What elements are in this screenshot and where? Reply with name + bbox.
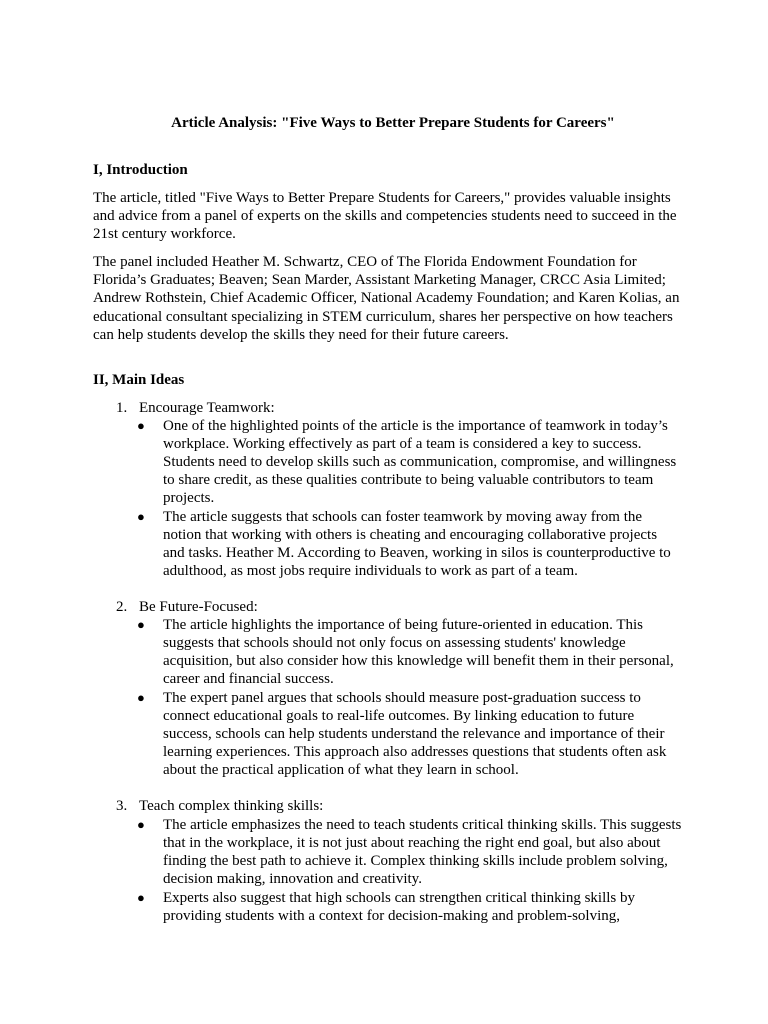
bullet-icon: ● [137,418,145,433]
intro-paragraph-2: The panel included Heather M. Schwartz, CEO of The Florida Endowment Foundation for Florida’s Graduates; Beaven; Sean Marder, Assistant Marketing Manager, CRCC Asia Limited; Andrew Rothstein, Chief Academic Officer, National Academy Foundation; and Karen Kolias, an educational consultant specializing in STEM curriculum, shares her perspective on how teachers can help students develop the skills they need for their future careers. [93,254,680,343]
list-item-2-text: Be Future-Focused: [139,599,258,615]
list-item-3-bullet-1 [137,816,682,888]
list-item-3-bullet-2 [137,889,682,925]
list-item-1-bullet-2 [137,508,682,580]
intro-paragraph-1: The article, titled "Five Ways to Better Prepare Students for Careers," provides valuable insights and advice from a panel of experts on the skills and competencies students need to succeed in the 21st century workforce. [93,190,677,243]
bullet-icon: ● [137,690,145,705]
list-item-2-bullet-2 [137,689,682,779]
heading-introduction: I, Introduction [93,162,188,178]
list-item-2-number: 2. [116,599,128,615]
heading-main-ideas: II, Main Ideas [93,372,185,388]
list-item-1-text: Encourage Teamwork: [139,400,275,416]
bullet-text: The article emphasizes the need to teach students critical thinking skills. This suggests that in the workplace, it is not just about reaching the right end goal, but also about finding the best path to achieve it. Complex thinking skills include problem solving, decision making, innovation and creativity. [163,817,682,887]
bullet-icon: ● [137,890,145,905]
list-item-2-label [116,598,258,616]
bullet-text: The expert panel argues that schools should measure post-graduation success to connect educational goals to real-life outcomes. By linking education to future success, schools can help students understand the relevance and importance of their learning experiences. This approach also addresses questions that students often ask about the practical application of what they learn in school. [163,690,667,778]
bullet-text: One of the highlighted points of the article is the importance of teamwork in today’s workplace. Working effectively as part of a team is considered a key to success. Students need to develop skills such as communication, compromise, and willingness to share credit, as these qualities contribute to being valuable contributors to team projects. [163,418,677,506]
list-item-3-text: Teach complex thinking skills: [139,798,324,814]
bullet-icon: ● [137,817,145,832]
bullet-text: Experts also suggest that high schools can strengthen critical thinking skills by providing students with a context for decision-making and problem-solving, [163,890,636,924]
bullet-icon: ● [137,617,145,632]
bullet-text: The article suggests that schools can foster teamwork by moving away from the notion that working with others is cheating and encouraging collaborative projects and tasks. Heather M. According to Beaven, working in silos is counterproductive to adulthood, as most jobs require individuals to work as part of a team. [163,509,671,579]
list-item-1-label [116,399,275,417]
list-item-3-label [116,797,323,815]
list-item-3-number: 3. [116,798,128,814]
list-item-1-number: 1. [116,400,128,416]
bullet-text: The article highlights the importance of being future-oriented in education. This suggests that schools should not only focus on assessing students' knowledge acquisition, but also consider how this knowledge will benefit them in their personal, career and financial success. [163,617,674,687]
list-item-1-bullet-1 [137,417,682,507]
list-item-2-bullet-1 [137,616,682,688]
bullet-icon: ● [137,509,145,524]
document-title: Article Analysis: "Five Ways to Better Prepare Students for Careers" [171,115,615,131]
